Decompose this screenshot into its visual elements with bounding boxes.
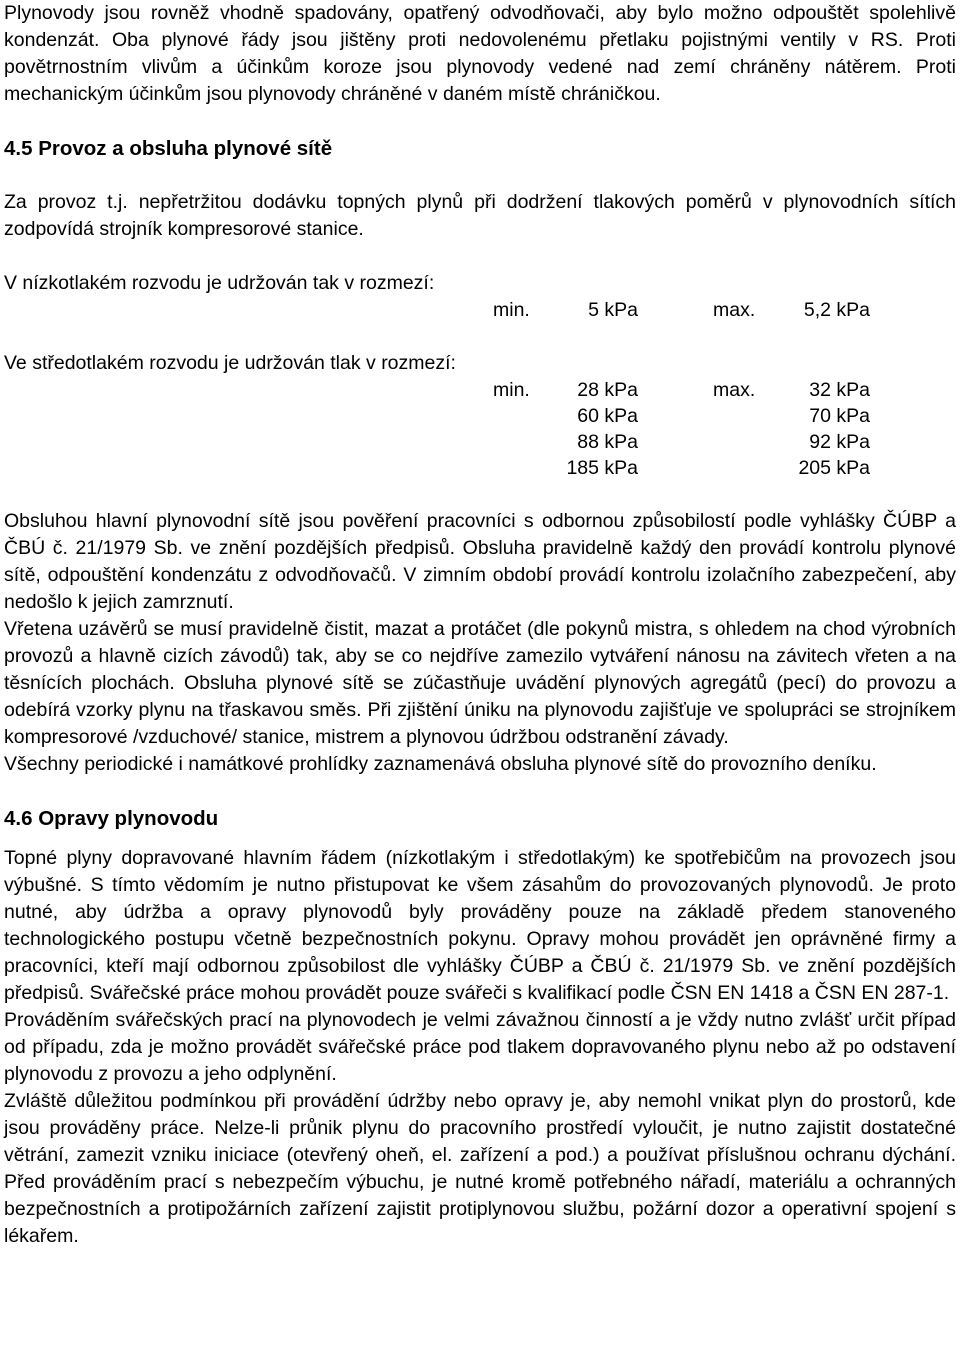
paragraph-svarecske-prace: Prováděním svářečských prací na plynovodech je velmi závažnou činností a je vždy nutno zvlášť určit případ od případu, zda je možno provádět svářečské práce pod tlakem dopravovaného plynu nebo až po odstavení plynovodu z provozu a jeho odplynění.: [4, 1009, 956, 1085]
pressure-row-mid: [4, 429, 956, 455]
intro-paragraph: Plynovody jsou rovněž vhodně spadovány, opatřený odvodňovači, aby bylo možno odpouštět spolehlivě kondenzát. Oba plynové řády jsou jištěny proti nedovolenému přetlaku pojistnými ventily v RS. Proti povětrnostním vlivům a účinkům koroze jsou plynovody vedené nad zemí chráněny nátěrem. Proti mechanickým účinkům jsou plynovody chráněné v daném místě chráničkou.: [4, 2, 956, 105]
min-label: min.: [493, 299, 530, 321]
max-value: 92 kPa: [809, 431, 870, 453]
section-title: Opravy plynovodu: [38, 807, 219, 830]
min-value: 88 kPa: [577, 431, 638, 453]
section-heading-4-5: [4, 135, 956, 162]
min-value: 60 kPa: [577, 405, 638, 427]
min-value: 5 kPa: [588, 299, 638, 321]
paragraph-provoz: Za provoz t.j. nepřetržitou dodávku topných plynů při dodržení tlakových poměrů v plynovodních sítích zodpovídá strojník kompresorové stanice.: [4, 191, 956, 240]
section-title: Provoz a obsluha plynové sítě: [38, 137, 333, 160]
max-value: 5,2 kPa: [803, 299, 870, 321]
section-number: 4.5: [4, 137, 33, 160]
mid-pressure-label: Ve středotlakém rozvodu je udržován tlak v rozmezí:: [4, 352, 456, 374]
paragraph-vretena: Vřetena uzávěrů se musí pravidelně čistit, mazat a protáčet (dle pokynů mistra, s ohledem na chod výrobních provozů a hlavně cizích závodů) tak, aby se co nejdříve zamezilo vytváření nánosu na závitech vřeten a na těsnících plochách. Obsluha plynové sítě se zúčastňuje uvádění plynových agregátů (pecí) do provozu a odebírá vzorky plynu na třaskavou směs. Při zjištění úniku na plynovodu zajišťuje ve spolupráci se strojníkem kompresorové /vzduchové/ stanice, mistrem a plynovou údržbou odstranění závady.: [4, 618, 956, 748]
pressure-row-low: [4, 297, 956, 323]
pressure-row-mid: [4, 377, 956, 403]
paragraph-topne-plyny: Topné plyny dopravované hlavním řádem (nízkotlakým i středotlakým) ke spotřebičům na provozech jsou výbušné. S tímto vědomím je nutno přistupovat ke všem zásahům do provozovaných plynovodů. Je proto nutné, aby údržba a opravy plynovodů byly prováděny pouze na základě předem stanoveného technologického postupu včetně bezpečnostních pokynu. Opravy mohou provádět jen oprávněné firmy a pracovníci, kteří mají odbornou způsobilost dle vyhlášky ČÚBP a ČBÚ č. 21/1979 Sb. ve znění pozdějších předpisů. Svářečské práce mohou provádět pouze svářeči s kvalifikací podle ČSN EN 1418 a ČSN EN 287-1.: [4, 847, 956, 1004]
document-page: [4, 0, 956, 1250]
max-value: 32 kPa: [809, 379, 870, 401]
section-number: 4.6: [4, 807, 33, 830]
max-label: max.: [713, 379, 756, 401]
pressure-row-mid: [4, 455, 956, 481]
max-value: 205 kPa: [798, 457, 870, 479]
max-value: 70 kPa: [809, 405, 870, 427]
paragraph-obsluha: Obsluhou hlavní plynovodní sítě jsou pověření pracovníci s odbornou způsobilostí podle vyhlášky ČÚBP a ČBÚ č. 21/1979 Sb. ve znění pozdějších předpisů. Obsluha pravidelně každý den provádí kontrolu plynové sítě, odpouštění kondenzátu z odvodňovačů. V zimním období provádí kontrolu izolačního zabezpečení, aby nedošlo k jejich zamrznutí.: [4, 510, 956, 613]
paragraph-prohlidky: Všechny periodické i namátkové prohlídky zaznamenává obsluha plynové sítě do provozního deníku.: [4, 753, 877, 775]
section-heading-4-6: [4, 805, 956, 832]
paragraph-podminky: Zvláště důležitou podmínkou při provádění údržby nebo opravy je, aby nemohl vnikat plyn do prostorů, kde jsou prováděny práce. Nelze-li průnik plynu do pracovního prostředí vyloučit, je nutno zajistit dostatečné větrání, zamezit vzniku iniciace (otevřený oheň, el. zařízení a pod.) a používat příslušnou ochranu dýchání. Před prováděním prací s nebezpečím výbuchu, je nutné kromě potřebného nářadí, materiálu a ochranných bezpečnostních a protipožárních zařízení zajistit protiplynovou službu, požární dozor a operativní spojení s lékařem.: [4, 1090, 956, 1247]
low-pressure-label: V nízkotlakém rozvodu je udržován tak v rozmezí:: [4, 272, 435, 294]
pressure-row-mid: [4, 403, 956, 429]
min-value: 185 kPa: [566, 457, 638, 479]
min-label: min.: [493, 379, 530, 401]
max-label: max.: [713, 299, 756, 321]
min-value: 28 kPa: [577, 379, 638, 401]
